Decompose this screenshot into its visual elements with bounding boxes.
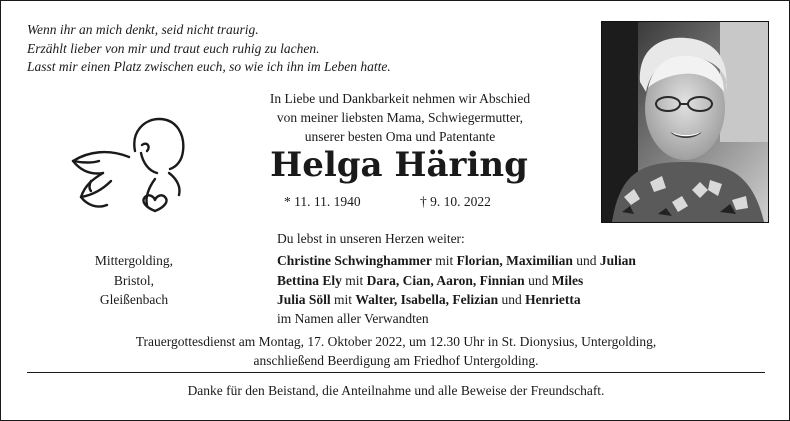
connector: und [524,272,552,288]
family-line [277,271,717,290]
place: Gleißenbach [99,292,169,307]
farewell-intro [215,89,585,146]
children-names: Walter, Isabella, Felizian [355,291,499,307]
deceased-name: Helga Häring [270,145,528,185]
children-names: Henrietta [525,291,581,307]
children-names: Dara, Cian, Aaron, Finnian [366,272,525,288]
divider [27,372,765,373]
service-line: Trauergottesdienst am Montag, 17. Oktober 2022, um 12.30 Uhr in St. Dionysius, Untergolding, [135,334,657,349]
intro-line: von meiner liebsten Mama, Schwiegermutter, [276,110,524,125]
connector: mit [431,253,457,269]
family-name: Christine Schwinghammer [277,253,432,269]
angel-with-heart-icon [59,113,189,225]
connector: und [572,253,600,269]
poem [27,21,587,77]
thanks-line: Danke für den Beistand, die Anteilnahme und alle Beweise der Freundschaft. [187,383,605,398]
service-info [51,332,741,370]
children-names: Miles [551,272,584,288]
connector: und [498,291,526,307]
mourners [277,229,717,328]
family-name: Bettina Ely [277,272,342,288]
poem-line: Wenn ihr an mich denkt, seid nicht traurig. [27,22,259,37]
places [69,251,199,310]
intro-line: unserer besten Oma und Patentante [304,129,496,144]
family-line [277,290,717,309]
death-date: † 9. 10. 2022 [420,194,491,209]
mourners-closing: im Namen aller Verwandten [277,311,429,327]
place: Mittergolding, [94,253,174,268]
intro-line: In Liebe und Dankbarkeit nehmen wir Abschied [269,91,531,106]
connector: mit [330,291,356,307]
family-name: Julia Söll [277,291,331,307]
birth-date: * 11. 11. 1940 [284,194,361,209]
place: Bristol, [113,272,155,288]
poem-line: Erzählt lieber von mir und traut euch ruhig zu lachen. [27,40,320,56]
children-names: Julian [599,253,636,269]
family-line [277,251,717,270]
connector: mit [341,272,367,288]
portrait-photo [601,21,769,223]
poem-line: Lasst mir einen Platz zwischen euch, so wie ich ihn im Leben hatte. [27,59,391,74]
portrait-image [602,22,768,222]
mourners-intro: Du lebst in unseren Herzen weiter: [277,231,465,246]
service-line: anschließend Beerdigung am Friedhof Untergolding. [253,353,539,368]
children-names: Florian, Maximilian [456,253,573,269]
